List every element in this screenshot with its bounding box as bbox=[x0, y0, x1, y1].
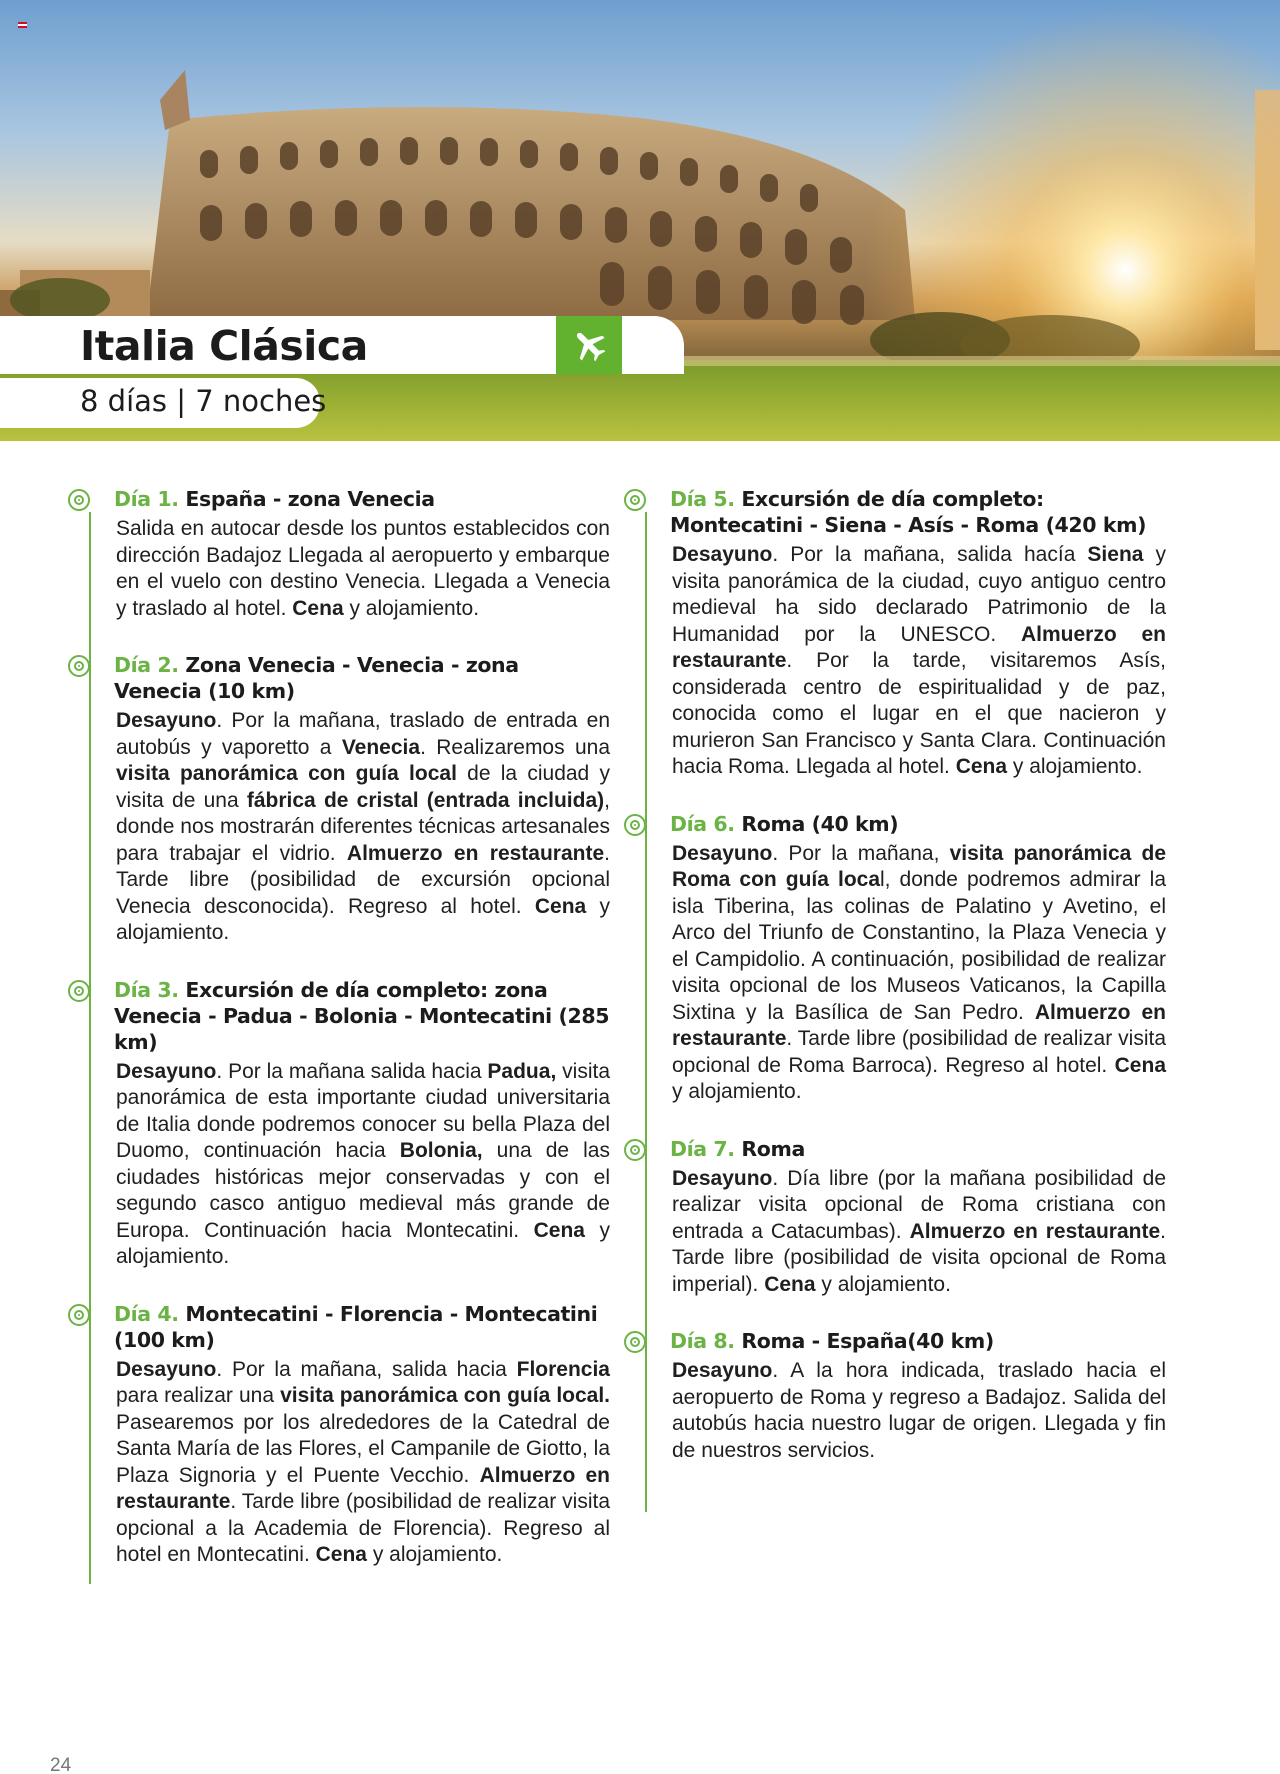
bold-text: Padua, bbox=[487, 1059, 557, 1083]
day-description bbox=[646, 542, 1166, 781]
bold-text: Almuerzo en restaurante bbox=[346, 841, 605, 865]
target-icon bbox=[68, 489, 90, 511]
day-heading bbox=[646, 1328, 1166, 1354]
text-run: y alojamiento. bbox=[672, 1080, 802, 1103]
day-title: Montecatini - Florencia - Montecatini (100 km) bbox=[114, 1301, 598, 1352]
text-run: l, donde podremos admirar la isla Tiberina, las colinas de Palatino y Avetino, el Arco del Triunfo de Constantino, la Plaza Venecia y el Campidolio. A continuación, posibilidad de realizar visita opcional de los Museos Vaticanos, la Capilla Sixtina y la Basílica de San Pedro. bbox=[672, 868, 1166, 1024]
text-run: visita panorámica de esta importante ciudad universitaria de Italia donde podremos conocer su bella Plaza del Duomo, continuación hacia bbox=[116, 1059, 610, 1162]
target-icon bbox=[68, 1304, 90, 1326]
text-run: y alojamiento. bbox=[366, 1543, 503, 1566]
text-run: y visita panorámica de la ciudad, cuyo antiguo centro medieval ha sido declarado Patrimonio de la Humanidad por la UNESCO. bbox=[672, 543, 1166, 646]
day-description bbox=[90, 708, 610, 947]
bold-text: visita panorámica de Roma con guía loca bbox=[672, 841, 1166, 891]
text-run: y alojamiento. bbox=[1007, 755, 1143, 778]
text-run: . A la hora indicada, traslado hacia el aeropuerto de Roma y regreso a Badajoz. Salida del autobús hacia nuestro lugar de origen. Llegada y fin de nuestros servicios. bbox=[672, 1359, 1166, 1462]
plane-icon bbox=[556, 316, 622, 374]
day-item bbox=[90, 652, 610, 947]
day-item bbox=[646, 486, 1166, 781]
bold-text: Cena bbox=[292, 596, 344, 620]
text-run: y alojamiento. bbox=[116, 894, 610, 944]
bold-text: visita panorámica con guía local. bbox=[280, 1384, 611, 1407]
text-run: Pasearemos por los alrededores de la Catedral de Santa María de las Flores, el Campanile de Giotto, la Plaza Signoria y el Puente Vecchio. bbox=[116, 1410, 610, 1487]
text-run: . Tarde libre (posibilidad de realizar visita opcional a la Academia de Florencia). Regreso al hotel en Montecatini. bbox=[116, 1490, 610, 1566]
bold-text: Cena bbox=[534, 894, 587, 918]
day-heading bbox=[90, 486, 610, 512]
day-number: Día 3. bbox=[114, 977, 179, 1002]
day-description bbox=[90, 1357, 610, 1569]
bold-text: Almuerzo en restaurante bbox=[672, 622, 1166, 672]
text-run: . Por la mañana, salida hacía bbox=[772, 543, 1088, 566]
target-icon bbox=[68, 980, 90, 1002]
day-number: Día 8. bbox=[670, 1329, 735, 1353]
day-heading bbox=[90, 652, 610, 704]
bold-text: Almuerzo en restaurante bbox=[672, 1000, 1166, 1050]
day-number: Día 7. bbox=[670, 1136, 735, 1161]
day-description bbox=[646, 841, 1166, 1106]
day-title: Excursión de día completo: Montecatini - Siena - Asís - Roma (420 km) bbox=[670, 487, 1147, 537]
text-run: y alojamiento. bbox=[116, 1218, 610, 1268]
text-run: Salida en autocar desde los puntos establecidos con dirección Badajoz Llegada al aeropuerto y embarque en el vuelo con destino Venecia. Llegada a Venecia y traslado al hotel. bbox=[116, 517, 610, 620]
bold-text: Desayuno bbox=[116, 1357, 217, 1381]
page-subtitle: 8 días | 7 noches bbox=[80, 384, 327, 418]
bold-text: fábrica de cristal (entrada incluida) bbox=[246, 788, 605, 812]
day-number: Día 2. bbox=[114, 653, 179, 677]
day-title: Zona Venecia - Venecia - zona Venecia (10 km) bbox=[114, 653, 519, 703]
day-item bbox=[646, 811, 1166, 1106]
day-heading bbox=[90, 1301, 610, 1353]
bold-text: visita panorámica con guía local bbox=[116, 762, 457, 785]
flag-icon bbox=[18, 22, 27, 28]
day-item bbox=[90, 486, 610, 622]
day-item bbox=[646, 1136, 1166, 1299]
text-run: . Por la mañana, bbox=[772, 841, 950, 865]
text-run: de la ciudad y visita de una bbox=[116, 762, 610, 812]
text-run: . Día libre (por la mañana posibilidad de realizar visita opcional de Roma cristiana con entrada a Catacumbas). bbox=[672, 1166, 1166, 1243]
day-heading bbox=[646, 811, 1166, 837]
day-heading bbox=[90, 977, 610, 1055]
plane-icon-glyph bbox=[569, 325, 609, 365]
bold-text: Desayuno bbox=[672, 543, 773, 566]
page-title: Italia Clásica bbox=[80, 322, 368, 370]
bold-text: Venecia bbox=[341, 735, 421, 759]
day-item bbox=[90, 1301, 610, 1569]
bold-text: Cena bbox=[533, 1218, 585, 1242]
bold-text: Siena bbox=[1087, 543, 1144, 566]
bold-text: Bolonia, bbox=[399, 1139, 483, 1162]
bold-text: Florencia bbox=[516, 1357, 610, 1381]
text-run: . Por la mañana, traslado de entrada en autobús y vaporetto a bbox=[116, 709, 610, 759]
bold-text: Cena bbox=[764, 1272, 816, 1296]
text-run: . Por la mañana salida hacia bbox=[216, 1059, 488, 1083]
day-description bbox=[90, 516, 610, 622]
day-number: Día 5. bbox=[670, 487, 735, 511]
day-title: Roma - España(40 km) bbox=[741, 1329, 994, 1353]
target-icon bbox=[624, 1331, 646, 1353]
text-run: y alojamiento. bbox=[815, 1272, 951, 1296]
day-item bbox=[90, 977, 610, 1271]
day-number: Día 1. bbox=[114, 487, 179, 511]
day-title: España - zona Venecia bbox=[185, 487, 435, 511]
text-run: . Tarde libre (posibilidad de visita opcional de Roma imperial). bbox=[672, 1219, 1166, 1296]
text-run: . Por la tarde, visitaremos Asís, considerada centro de espiritualidad y de paz, conocida como el lugar en el que nacieron y murieron San Francisco y Santa Clara. Continuación hacia Roma. Llegada al hotel. bbox=[672, 649, 1166, 778]
text-run: . Por la mañana, salida hacia bbox=[216, 1357, 517, 1381]
day-title: Roma (40 km) bbox=[741, 811, 899, 836]
target-icon bbox=[624, 1139, 646, 1161]
day-title: Excursión de día completo: zona Venecia - Padua - Bolonia - Montecatini (285 km) bbox=[114, 977, 610, 1054]
text-run: para realizar una bbox=[116, 1384, 281, 1407]
itinerary-column-right bbox=[646, 486, 1166, 1494]
day-item bbox=[646, 1328, 1166, 1464]
bold-text: Desayuno bbox=[672, 1166, 773, 1190]
bold-text: Desayuno bbox=[672, 841, 773, 865]
day-description bbox=[90, 1059, 610, 1271]
target-icon bbox=[624, 814, 646, 836]
day-description bbox=[646, 1358, 1166, 1464]
bold-text: Almuerzo en restaurante bbox=[116, 1463, 611, 1513]
text-run: . Tarde libre (posibilidad de realizar visita opcional de Roma Barroca). Regreso al hotel. bbox=[672, 1027, 1166, 1077]
text-run: , donde nos mostrarán diferentes técnicas artesanales para trabajar el vidrio. bbox=[116, 788, 610, 865]
day-heading bbox=[646, 486, 1166, 538]
bold-text: Cena bbox=[315, 1543, 367, 1566]
text-run: y alojamiento. bbox=[343, 596, 480, 620]
itinerary-column-left bbox=[90, 486, 610, 1599]
text-run: . Realizaremos una bbox=[420, 735, 610, 759]
bold-text: Cena bbox=[955, 755, 1008, 778]
bold-text: Almuerzo en restaurante bbox=[909, 1219, 1161, 1243]
bold-text: Desayuno bbox=[116, 709, 217, 732]
bold-text: Desayuno bbox=[116, 1059, 217, 1083]
colosseum-illustration bbox=[0, 0, 1280, 441]
day-heading bbox=[646, 1136, 1166, 1162]
hero-colosseum-image bbox=[0, 0, 1280, 441]
target-icon bbox=[68, 655, 90, 677]
day-description bbox=[646, 1166, 1166, 1299]
day-title: Roma bbox=[741, 1136, 805, 1161]
text-run: . Tarde libre (posibilidad de excursión opcional Venecia desconocida). Regreso al hotel. bbox=[116, 841, 610, 918]
bold-text: Desayuno bbox=[672, 1359, 773, 1382]
day-number: Día 4. bbox=[114, 1301, 179, 1326]
text-run: una de las ciudades históricas mejor conservadas y con el segundo casco antiguo medieval más grande de Europa. Continuación hacia Montecatini. bbox=[116, 1139, 610, 1242]
target-icon bbox=[624, 489, 646, 511]
bold-text: Cena bbox=[1114, 1053, 1166, 1077]
page-number: 24 bbox=[50, 1755, 72, 1774]
day-number: Día 6. bbox=[670, 811, 735, 836]
